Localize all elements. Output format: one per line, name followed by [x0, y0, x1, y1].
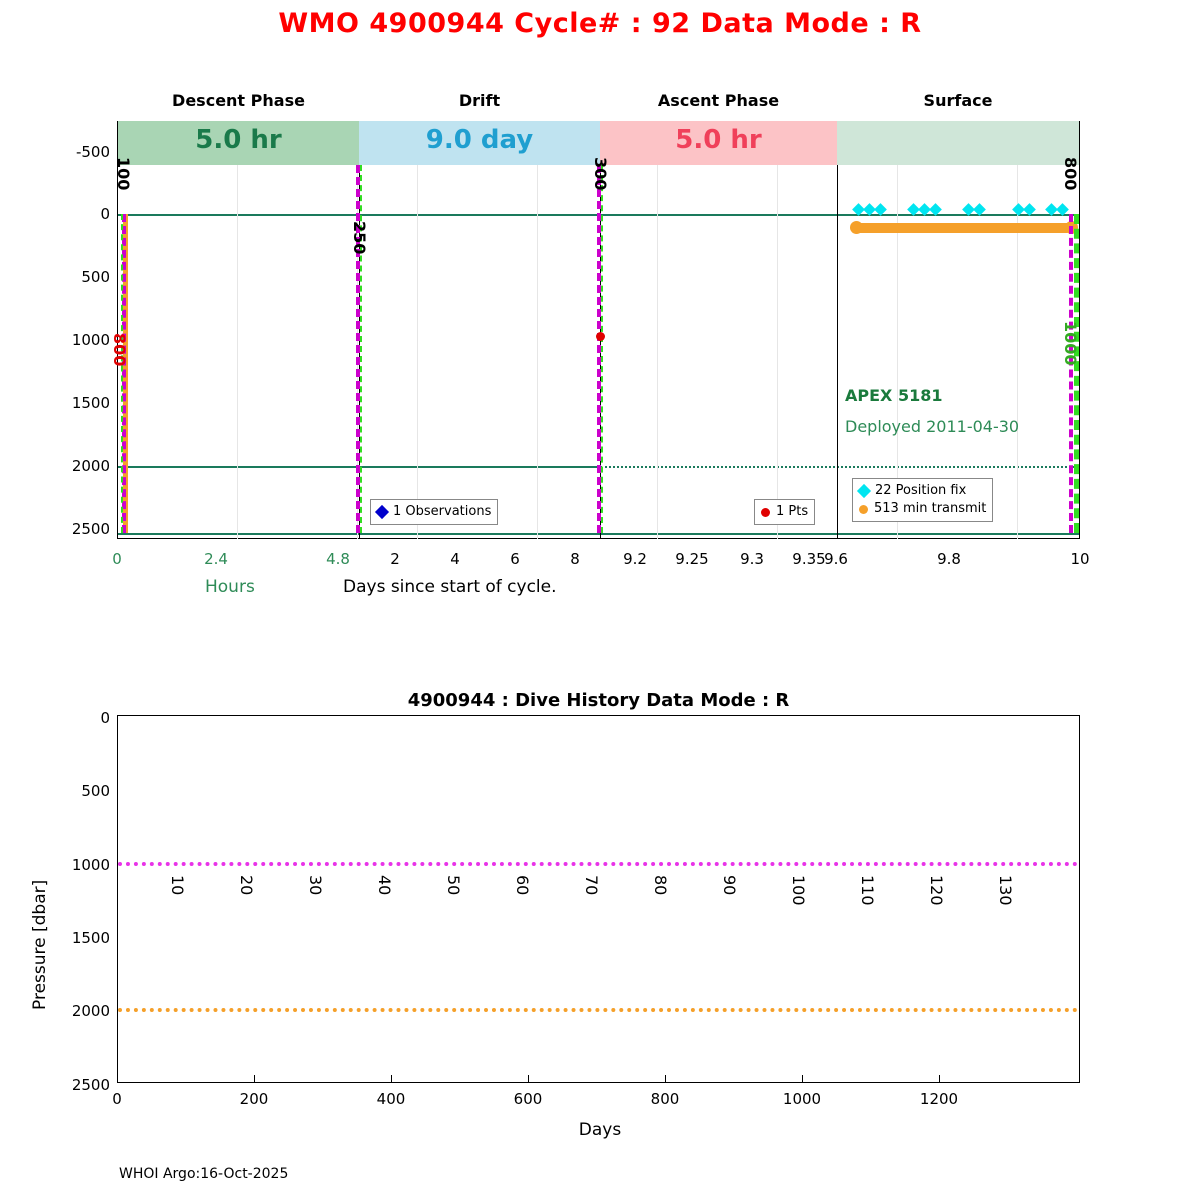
bottom-xtick-800: 800 — [650, 1090, 680, 1108]
gridline — [237, 165, 238, 539]
legend-label: 1 Pts — [776, 504, 809, 519]
surface-legend — [852, 478, 993, 522]
hours-axis-caption: Hours — [205, 577, 255, 597]
phase-value-ascent: 5.0 hr — [675, 125, 762, 155]
cycle-label-80: 80 — [651, 875, 670, 896]
cycle-label-110: 110 — [858, 875, 877, 906]
bottom-xtick-1200: 1200 — [919, 1090, 959, 1108]
bottom-ytick-2500: 2500 — [71, 1076, 110, 1094]
phase-label-surface: Surface — [923, 91, 993, 110]
bottom-xtick-1000: 1000 — [782, 1090, 822, 1108]
ascent-green-trace — [601, 165, 603, 533]
top-ytick-1500: 1500 — [71, 394, 110, 412]
panel-separator-3 — [837, 121, 838, 539]
cycle-label-100: 100 — [789, 875, 808, 906]
phase-label-ascent: Ascent Phase — [657, 91, 780, 110]
vlabel-100: 100 — [114, 157, 133, 191]
cycle-label-130: 130 — [996, 875, 1015, 906]
bottom-xtick-600: 600 — [513, 1090, 543, 1108]
bottom-reference-line — [118, 533, 1079, 535]
legend-label: 22 Position fix — [875, 483, 967, 498]
top-ytick-2000: 2000 — [71, 457, 110, 475]
phase-value-descent: 5.0 hr — [195, 125, 282, 155]
park-reference-line-dotted — [600, 466, 1079, 468]
top-xtick-4: 4 — [450, 550, 460, 568]
deployment-annotation: Deployed 2011-04-30 — [845, 417, 1020, 436]
top-xtick-9p25: 9.25 — [675, 550, 709, 568]
vlabel-800: 800 — [1061, 157, 1080, 191]
vlabel-300: 300 — [591, 157, 610, 191]
pts-legend — [754, 499, 815, 525]
top-xtick-9p6: 9.6 — [824, 550, 848, 568]
cyan-diamond-icon — [857, 484, 871, 498]
vlabel-1000-green: 1000 — [1061, 321, 1080, 366]
legend-row — [859, 500, 986, 518]
park-pressure-series — [118, 1008, 1078, 1012]
bottom-xtick-mark — [939, 1075, 940, 1083]
legend-row — [761, 503, 808, 521]
top-xtick-9p8: 9.8 — [937, 550, 961, 568]
bottom-ytick-0: 0 — [100, 709, 110, 727]
bottom-xtick-0: 0 — [112, 1090, 122, 1108]
footer-text: WHOI Argo:16-Oct-2025 — [119, 1166, 289, 1182]
phase-label-descent: Descent Phase — [172, 91, 305, 110]
bottom-xlabel: Days — [578, 1120, 622, 1140]
descent-green-trace — [121, 214, 123, 533]
top-ytick-1000: 1000 — [71, 331, 110, 349]
top-xtick-2p4: 2.4 — [204, 550, 228, 568]
red-dot-icon — [761, 508, 770, 517]
cycle-label-20: 20 — [237, 875, 256, 896]
top-xtick-9p35: 9.35 — [792, 550, 826, 568]
cycle-label-10: 10 — [168, 875, 187, 896]
cycle-label-40: 40 — [375, 875, 394, 896]
cycle-label-30: 30 — [306, 875, 325, 896]
top-xtick-6: 6 — [510, 550, 520, 568]
legend-row — [859, 482, 986, 500]
bottom-xtick-mark — [254, 1075, 255, 1083]
legend-row — [377, 503, 491, 521]
surface-magenta-trace — [1069, 214, 1073, 533]
top-xtick-9p2: 9.2 — [623, 550, 647, 568]
bottom-ylabel: Pressure [dbar] — [30, 879, 50, 1010]
orange-dot-icon — [859, 505, 868, 514]
gridline — [417, 165, 418, 539]
legend-label: 513 min transmit — [874, 501, 987, 516]
bottom-xtick-200: 200 — [239, 1090, 269, 1108]
cycle-label-60: 60 — [513, 875, 532, 896]
float-id-annotation: APEX 5181 — [845, 386, 943, 405]
bottom-xtick-400: 400 — [376, 1090, 406, 1108]
bottom-ytick-500: 500 — [81, 782, 110, 800]
top-ytick-minus500: -500 — [75, 143, 110, 161]
blue-diamond-icon — [375, 505, 389, 519]
gridline — [777, 165, 778, 539]
page-title: WMO 4900944 Cycle# : 92 Data Mode : R — [278, 8, 922, 39]
bottom-xtick-mark — [802, 1075, 803, 1083]
cycle-label-70: 70 — [582, 875, 601, 896]
profile-pressure-series — [118, 862, 1078, 866]
phase-value-drift: 9.0 day — [425, 125, 534, 155]
top-xtick-4p8: 4.8 — [326, 550, 350, 568]
cycle-label-90: 90 — [720, 875, 739, 896]
bottom-xtick-mark — [391, 1075, 392, 1083]
vlabel-250: 250 — [350, 221, 369, 255]
top-ytick-2500: 2500 — [71, 520, 110, 538]
top-xtick-8: 8 — [570, 550, 580, 568]
top-ytick-500: 500 — [81, 268, 110, 286]
ascent-observation-point — [596, 332, 605, 341]
vlabel-800-red: 800 — [110, 333, 129, 367]
surface-reference-line — [118, 214, 838, 216]
surface-reference-line-right — [837, 214, 1079, 216]
bottom-ytick-1000: 1000 — [71, 856, 110, 874]
legend-label: 1 Observations — [393, 504, 492, 519]
gridline — [657, 165, 658, 539]
top-ytick-0: 0 — [100, 205, 110, 223]
cycle-label-120: 120 — [927, 875, 946, 906]
surface-green-trace — [1074, 214, 1079, 533]
top-xtick-9p3: 9.3 — [740, 550, 764, 568]
bottom-ytick-2000: 2000 — [71, 1002, 110, 1020]
top-xtick-2: 2 — [390, 550, 400, 568]
phase-band-surface — [837, 121, 1079, 165]
gridline — [1017, 165, 1018, 539]
observations-legend — [370, 499, 498, 525]
surface-transmit-bar — [855, 223, 1072, 233]
surface-transmit-start-dot — [850, 221, 863, 234]
bottom-ytick-1500: 1500 — [71, 929, 110, 947]
top-xtick-10: 10 — [1070, 550, 1090, 568]
phase-label-drift: Drift — [458, 91, 501, 110]
dive-history-title: 4900944 : Dive History Data Mode : R — [407, 690, 790, 711]
cycle-timeline-chart — [110, 91, 1080, 539]
bottom-xtick-mark — [665, 1075, 666, 1083]
top-xtick-0: 0 — [112, 550, 122, 568]
gridline — [537, 165, 538, 539]
bottom-xtick-mark — [528, 1075, 529, 1083]
cycle-label-50: 50 — [444, 875, 463, 896]
days-axis-caption: Days since start of cycle. — [343, 577, 557, 597]
dive-history-chart — [117, 715, 1080, 1083]
